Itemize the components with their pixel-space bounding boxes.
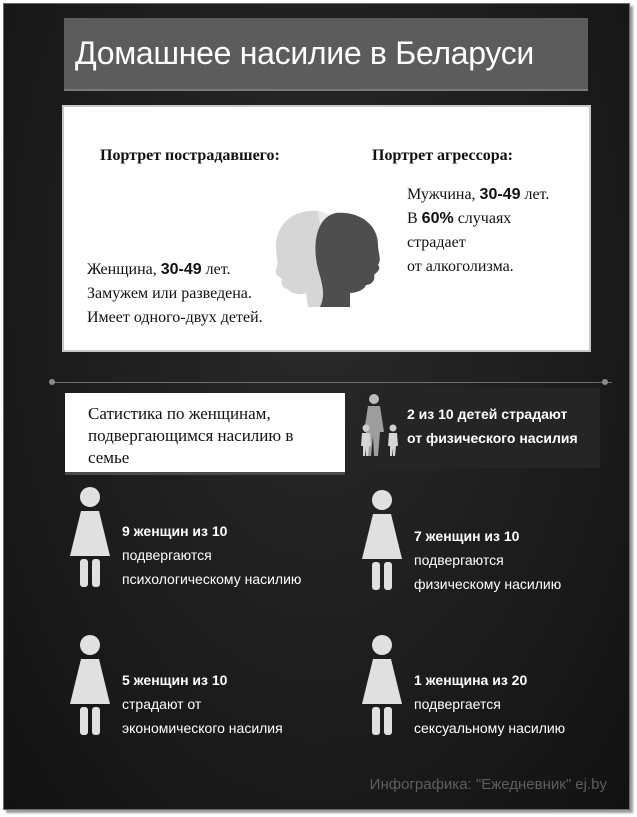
victim-description <box>87 258 263 330</box>
woman-icon <box>358 634 406 738</box>
woman-icon <box>358 489 406 593</box>
aggressor-line: Мужчина, 30-49 лет. <box>407 186 550 203</box>
title-bar <box>64 18 588 91</box>
page-title: Домашнее насилие в Беларуси <box>75 35 534 71</box>
divider-dot <box>49 379 55 385</box>
aggressor-line: страдает <box>407 234 466 251</box>
children-stat-text: 2 из 10 детей страдают от физического насилия <box>407 406 578 446</box>
portrait-card <box>62 105 591 352</box>
woman-icon <box>66 486 114 590</box>
credit: Инфографика: "Ежедневник" ej.by <box>369 776 607 793</box>
victim-line: Замужем или разведена. <box>87 285 252 302</box>
family-icon <box>358 392 404 458</box>
section-divider <box>52 382 612 383</box>
stat-text: 1 женщина из 20 подвергается сексуальному насилию <box>414 672 566 736</box>
children-stat <box>354 388 600 468</box>
stats-label-box <box>65 393 345 475</box>
aggressor-line: В 60% случаях <box>407 210 512 227</box>
profile-heads-icon <box>266 203 386 313</box>
woman-icon <box>66 634 114 738</box>
stat-item <box>66 486 114 590</box>
stat-item <box>358 489 406 593</box>
aggressor-heading: Портрет агрессора: <box>372 147 513 164</box>
infographic-frame <box>3 3 630 810</box>
victim-heading: Портрет пострадавшего: <box>100 147 280 164</box>
divider-dot <box>602 379 608 385</box>
aggressor-description <box>407 183 549 279</box>
stat-text: 7 женщин из 10 подвергаются физическому насилию <box>414 528 562 592</box>
stat-item <box>358 634 406 738</box>
stat-text: 9 женщин из 10 подвергаются психологическому насилию <box>122 523 302 587</box>
victim-line: Имеет одного-двух детей. <box>87 309 263 326</box>
victim-line: Женщина, 30-49 лет. <box>87 261 231 278</box>
aggressor-line: от алкоголизма. <box>407 258 514 275</box>
stat-text: 5 женщин из 10 страдают от экономического насилия <box>122 672 283 736</box>
stat-item <box>66 634 114 738</box>
stats-label: Сатистика по женщинам, подвергающимся насилию в семье <box>88 404 294 467</box>
